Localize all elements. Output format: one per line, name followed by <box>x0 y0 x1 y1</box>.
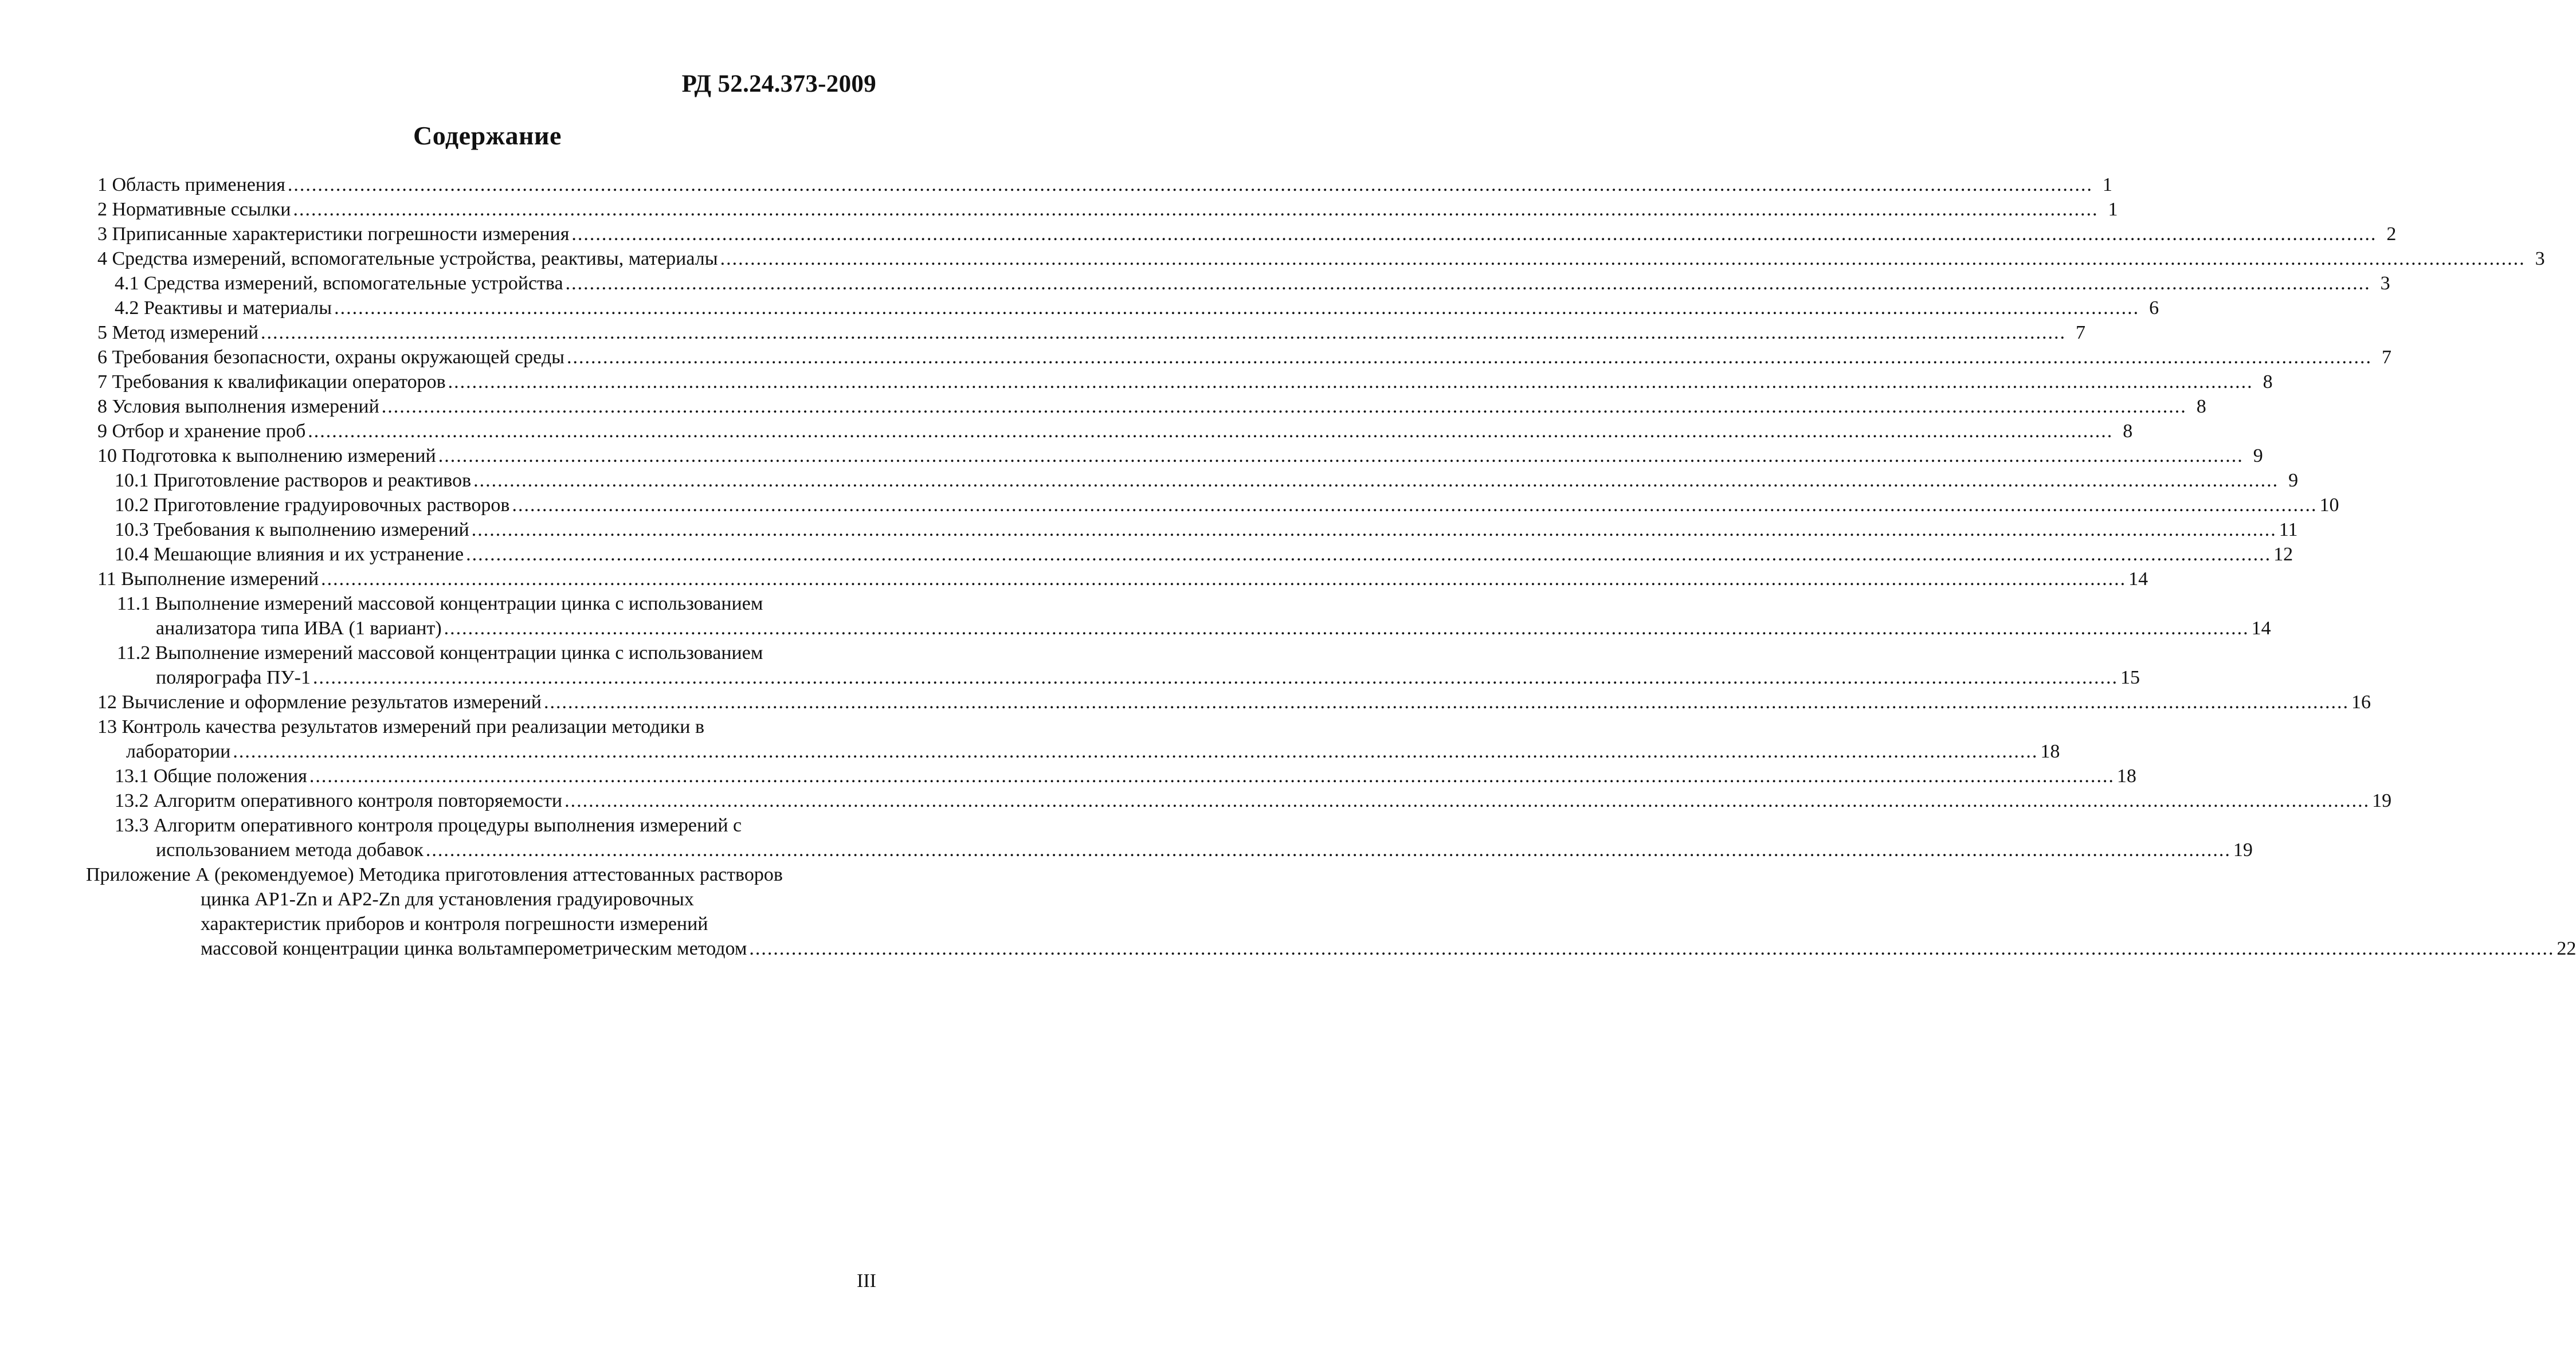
dot-leader: ............................................................................................................................................................................................................................................................................................................ <box>309 766 2115 787</box>
toc-entry-4-1[interactable] <box>97 271 2390 296</box>
toc-entry-text: 10.1 Приготовление растворов и реактивов <box>115 470 472 491</box>
toc-entry-12[interactable] <box>97 690 2371 715</box>
toc-page-number: 1 <box>2108 199 2118 220</box>
toc-page-number: 12 <box>2273 544 2293 565</box>
toc-entry-text: 13.2 Алгоритм оперативного контроля повторяемости <box>115 790 563 811</box>
toc-page-number: 8 <box>2123 421 2133 442</box>
toc-entry-text-line2: использованием метода добавок <box>156 839 424 861</box>
dot-leader: ............................................................................................................................................................................................................................................................................................................ <box>425 839 2231 861</box>
dot-leader: ............................................................................................................................................................................................................................................................................................................ <box>444 618 2249 639</box>
toc-page-number: 3 <box>2535 248 2545 269</box>
toc-entry-10-3[interactable] <box>97 517 2298 542</box>
dot-leader: ............................................................................................................................................................................................................................................................................................................ <box>308 421 2114 442</box>
toc-page-number: 3 <box>2380 273 2390 294</box>
dot-leader: ............................................................................................................................................................................................................................................................................................................ <box>473 470 2279 491</box>
toc-entry-10-1[interactable] <box>97 468 2299 493</box>
toc-entry-11-1[interactable] <box>97 591 2271 641</box>
dot-leader: ............................................................................................................................................................................................................................................................................................................ <box>512 494 2318 516</box>
toc-entry-6[interactable] <box>97 345 2391 370</box>
toc-entry-11-2[interactable] <box>97 641 2140 690</box>
toc-entry-5[interactable] <box>97 320 2086 345</box>
toc-entry-text-line3: характеристик приборов и контроля погрешности измерений <box>201 913 708 935</box>
toc-entry-3[interactable] <box>97 222 2397 246</box>
toc-entry-text-line1: 13 Контроль качества результатов измерений при реализации методики в <box>97 716 705 737</box>
dot-leader: ............................................................................................................................................................................................................................................................................................................ <box>566 347 2372 368</box>
toc-entry-13[interactable] <box>97 715 2060 764</box>
dot-leader: ............................................................................................................................................................................................................................................................................................................ <box>544 692 2349 713</box>
toc-entry-text: 7 Требования к квалификации операторов <box>97 371 446 393</box>
dot-leader: ............................................................................................................................................................................................................................................................................................................ <box>564 790 2370 811</box>
toc-entry-text-line2: полярографа ПУ-1 <box>156 667 311 688</box>
dot-leader: ............................................................................................................................................................................................................................................................................................................ <box>438 445 2244 466</box>
toc-page-number: 14 <box>2251 618 2271 639</box>
toc-entry-2[interactable] <box>97 197 2118 222</box>
page-title: Содержание <box>413 121 562 150</box>
toc-entry-text: 3 Приписанные характеристики погрешности измерения <box>97 223 570 245</box>
toc-page-number: 8 <box>2196 396 2206 417</box>
toc-entry-text: 6 Требования безопасности, охраны окружающей среды <box>97 347 564 368</box>
toc-entry-text-line1: 11.2 Выполнение измерений массовой концентрации цинка с использованием <box>117 642 763 664</box>
toc-entry-13-2[interactable] <box>97 788 2392 813</box>
toc-entry-text-line1: Приложение А (рекомендуемое) Методика приготовления аттестованных растворов <box>86 864 783 885</box>
dot-leader: ............................................................................................................................................................................................................................................................................................................ <box>287 174 2093 195</box>
dot-leader: ............................................................................................................................................................................................................................................................................................................ <box>261 322 2067 343</box>
toc-entry-13-1[interactable] <box>97 764 2136 788</box>
toc-entry-text: 12 Вычисление и оформление результатов измерений <box>97 692 542 713</box>
toc-entry-text: 9 Отбор и хранение проб <box>97 421 306 442</box>
dot-leader: ............................................................................................................................................................................................................................................................................................................ <box>749 938 2555 959</box>
toc-page-number: 2 <box>2386 223 2397 245</box>
toc-entry-appendix-a[interactable] <box>86 862 2576 961</box>
toc-entry-8[interactable] <box>97 394 2206 419</box>
dot-leader: ............................................................................................................................................................................................................................................................................................................ <box>466 544 2272 565</box>
toc-entry-text: 11 Выполнение измерений <box>97 568 319 590</box>
toc-page-number: 11 <box>2279 519 2298 540</box>
toc-entry-text: 2 Нормативные ссылки <box>97 199 291 220</box>
dot-leader: ............................................................................................................................................................................................................................................................................................................ <box>571 223 2377 245</box>
toc-page-number: 6 <box>2149 297 2159 319</box>
toc-entry-text: 4.1 Средства измерений, вспомогательные устройства <box>115 273 563 294</box>
toc-page-number: 7 <box>2381 347 2391 368</box>
toc-page-number: 9 <box>2288 470 2299 491</box>
dot-leader: ............................................................................................................................................................................................................................................................................................................ <box>381 396 2187 417</box>
dot-leader: ............................................................................................................................................................................................................................................................................................................ <box>334 297 2140 319</box>
toc-entry-text: 5 Метод измерений <box>97 322 259 343</box>
toc-page-number: 8 <box>2263 371 2273 393</box>
toc-entry-text: 13.1 Общие положения <box>115 766 307 787</box>
toc-entry-4[interactable] <box>97 246 2545 271</box>
toc-page-number: 19 <box>2233 839 2253 861</box>
toc-page-number: 19 <box>2372 790 2392 811</box>
toc-entry-text: 8 Условия выполнения измерений <box>97 396 379 417</box>
toc-page-number: 18 <box>2040 741 2060 762</box>
toc-page-number: 18 <box>2116 766 2136 787</box>
toc-page-number: 7 <box>2076 322 2086 343</box>
toc-page-number: 15 <box>2120 667 2140 688</box>
toc-entry-text: 10.4 Мешающие влияния и их устранение <box>115 544 464 565</box>
dot-leader: ............................................................................................................................................................................................................................................................................................................ <box>565 273 2371 294</box>
dot-leader: ............................................................................................................................................................................................................................................................................................................ <box>471 519 2277 540</box>
toc-entry-text-line1: 13.3 Алгоритм оперативного контроля процедуры выполнения измерений с <box>115 815 742 836</box>
table-of-contents <box>86 172 2576 961</box>
toc-page-number: 16 <box>2351 692 2371 713</box>
toc-entry-13-3[interactable] <box>97 813 2253 862</box>
toc-entry-10-4[interactable] <box>97 542 2293 567</box>
toc-entry-text-line1: 11.1 Выполнение измерений массовой концентрации цинка с использованием <box>117 593 763 614</box>
toc-entry-7[interactable] <box>97 370 2273 394</box>
toc-entry-text: 10.2 Приготовление градуировочных растворов <box>115 494 510 516</box>
toc-page-number: 9 <box>2253 445 2263 466</box>
dot-leader: ............................................................................................................................................................................................................................................................................................................ <box>312 667 2118 688</box>
toc-entry-1[interactable] <box>97 172 2112 197</box>
page-number: III <box>857 1270 876 1292</box>
doc-code: РД 52.24.373-2009 <box>681 70 876 97</box>
toc-entry-text-line2: цинка АР1-Zn и АР2-Zn для установления градуировочных <box>201 889 694 910</box>
toc-page-number: 22 <box>2557 938 2576 959</box>
toc-entry-10[interactable] <box>97 444 2263 468</box>
toc-page-number: 14 <box>2128 568 2148 590</box>
toc-entry-text-line2: анализатора типа ИВА (1 вариант) <box>156 618 442 639</box>
toc-entry-text: 1 Область применения <box>97 174 285 195</box>
toc-entry-10-2[interactable] <box>97 493 2339 517</box>
toc-entry-text: 10 Подготовка к выполнению измерений <box>97 445 436 466</box>
dot-leader: ............................................................................................................................................................................................................................................................................................................ <box>321 568 2127 590</box>
toc-entry-text: 4.2 Реактивы и материалы <box>115 297 332 319</box>
dot-leader: ............................................................................................................................................................................................................................................................................................................ <box>233 741 2038 762</box>
dot-leader: ............................................................................................................................................................................................................................................................................................................ <box>293 199 2099 220</box>
toc-entry-9[interactable] <box>97 419 2133 444</box>
toc-page-number: 1 <box>2102 174 2112 195</box>
dot-leader: ............................................................................................................................................................................................................................................................................................................ <box>720 248 2526 269</box>
toc-entry-4-2[interactable] <box>97 296 2159 320</box>
toc-page-number: 10 <box>2319 494 2339 516</box>
toc-entry-text-line4: массовой концентрации цинка вольтамперометрическим методом <box>201 938 747 959</box>
toc-entry-text-line2: лаборатории <box>126 741 231 762</box>
toc-entry-text: 4 Средства измерений, вспомогательные устройства, реактивы, материалы <box>97 248 718 269</box>
dot-leader: ............................................................................................................................................................................................................................................................................................................ <box>448 371 2253 393</box>
toc-entry-11[interactable] <box>97 567 2148 591</box>
toc-entry-text: 10.3 Требования к выполнению измерений <box>115 519 469 540</box>
